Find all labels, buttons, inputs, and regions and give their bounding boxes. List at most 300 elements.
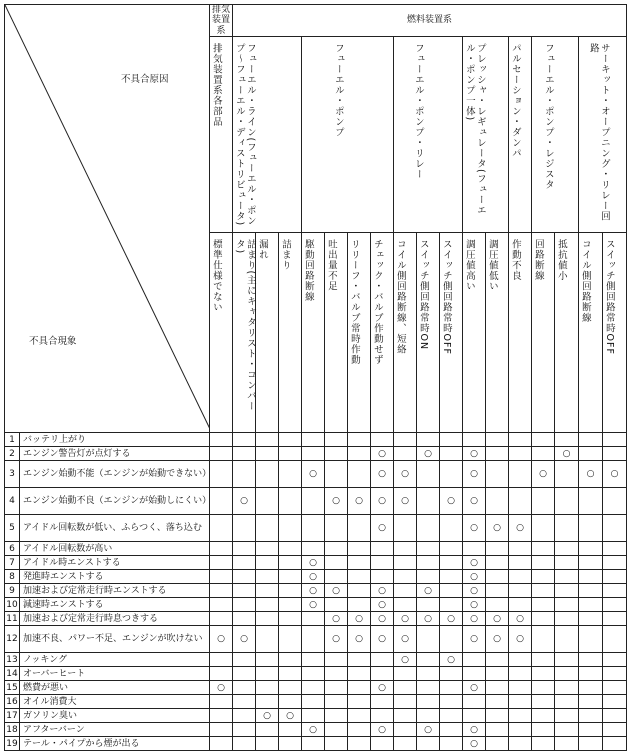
circle-mark: ○ (424, 448, 432, 459)
circle-mark: ○ (447, 496, 455, 507)
mark-cell (210, 542, 233, 556)
mark-cell (603, 488, 627, 515)
mark-cell (302, 612, 325, 626)
mark-cell (279, 447, 302, 461)
mark-cell (325, 709, 348, 723)
mark-cell (233, 709, 256, 723)
mark-cell (417, 598, 440, 612)
mark-cell (509, 598, 532, 612)
mark-cell (555, 433, 579, 447)
mark-cell (210, 447, 233, 461)
mark-cell (210, 584, 233, 598)
row-number: 3 (5, 461, 20, 488)
circle-mark: ○ (332, 634, 340, 645)
mark-cell (371, 626, 394, 653)
mark-cell (348, 626, 371, 653)
mark-cell (325, 447, 348, 461)
column-header-4: 駆動回路断線 (302, 233, 325, 433)
mark-cell (532, 723, 555, 737)
mark-cell (417, 667, 440, 681)
mark-cell (509, 461, 532, 488)
mark-cell (394, 709, 417, 723)
mark-cell (486, 584, 509, 598)
mark-cell (348, 653, 371, 667)
mark-cell (603, 433, 627, 447)
row-number: 18 (5, 723, 20, 737)
mark-cell (371, 556, 394, 570)
symptom-label: ガソリン臭い (20, 709, 210, 723)
symptom-label: エンジン警告灯が点灯する (20, 447, 210, 461)
column-header-8: コイル側回路断線、短絡 (394, 233, 417, 433)
mark-cell (210, 626, 233, 653)
mark-cell (579, 488, 603, 515)
mark-cell (302, 542, 325, 556)
mark-cell (233, 695, 256, 709)
mark-cell (463, 667, 486, 681)
mark-cell (579, 626, 603, 653)
mark-cell (279, 723, 302, 737)
symptom-label: オーバーヒート (20, 667, 210, 681)
mark-cell (325, 488, 348, 515)
mark-cell (579, 695, 603, 709)
mark-cell (463, 584, 486, 598)
mark-cell (440, 515, 463, 542)
mark-cell (463, 653, 486, 667)
cause-axis-label: 不具合原因 (121, 74, 169, 85)
circle-mark: ○ (470, 469, 478, 480)
mark-cell (394, 433, 417, 447)
circle-mark: ○ (378, 599, 386, 610)
table-row (5, 515, 627, 542)
row-number: 8 (5, 570, 20, 584)
circle-mark: ○ (401, 613, 409, 624)
symptom-label: アイドル回転数が高い (20, 542, 210, 556)
circle-mark: ○ (217, 634, 225, 645)
group-fuel-line: フューエル・ライン(フューエル・ポンプ～フューエル・ディストリビュータ) (233, 37, 302, 233)
mark-cell (532, 447, 555, 461)
mark-cell (532, 681, 555, 695)
mark-cell (233, 626, 256, 653)
mark-cell (256, 681, 279, 695)
column-header-2: 漏れ (256, 233, 279, 433)
mark-cell (394, 667, 417, 681)
symptom-label: ノッキング (20, 653, 210, 667)
mark-cell (463, 447, 486, 461)
circle-mark: ○ (516, 523, 524, 534)
circle-mark: ○ (470, 613, 478, 624)
mark-cell (394, 556, 417, 570)
mark-cell (256, 433, 279, 447)
circle-mark: ○ (493, 634, 501, 645)
mark-cell (210, 612, 233, 626)
mark-cell (302, 433, 325, 447)
symptom-label: 加速不良、パワー不足、エンジンが吹けない (20, 626, 210, 653)
mark-cell (233, 584, 256, 598)
mark-cell (417, 695, 440, 709)
mark-cell (417, 433, 440, 447)
circle-mark: ○ (447, 654, 455, 665)
mark-cell (348, 584, 371, 598)
row-number: 9 (5, 584, 20, 598)
mark-cell (486, 681, 509, 695)
mark-cell (233, 723, 256, 737)
mark-cell (279, 653, 302, 667)
circle-mark: ○ (355, 634, 363, 645)
mark-cell (371, 653, 394, 667)
group-fuel-pump-resistor: フューエル・ポンプ・レジスタ (532, 37, 579, 233)
mark-cell (486, 709, 509, 723)
mark-cell (486, 626, 509, 653)
mark-cell (256, 653, 279, 667)
mark-cell (440, 709, 463, 723)
mark-cell (509, 653, 532, 667)
mark-cell (463, 598, 486, 612)
mark-cell (463, 723, 486, 737)
mark-cell (509, 556, 532, 570)
mark-cell (394, 584, 417, 598)
mark-cell (555, 584, 579, 598)
mark-cell (371, 584, 394, 598)
mark-cell (486, 695, 509, 709)
mark-cell (256, 570, 279, 584)
mark-cell (463, 515, 486, 542)
mark-cell (555, 612, 579, 626)
mark-cell (440, 584, 463, 598)
mark-cell (394, 612, 417, 626)
symptom-axis-label: 不具合現象 (29, 336, 77, 347)
mark-cell (279, 667, 302, 681)
mark-cell (463, 433, 486, 447)
table-row (5, 681, 627, 695)
mark-cell (463, 681, 486, 695)
mark-cell (325, 584, 348, 598)
column-header-9: スイッチ側回路常時ON (417, 233, 440, 433)
mark-cell (279, 695, 302, 709)
mark-cell (532, 695, 555, 709)
mark-cell (440, 667, 463, 681)
symptom-label: アイドル時エンストする (20, 556, 210, 570)
mark-cell (603, 723, 627, 737)
mark-cell (417, 626, 440, 653)
mark-cell (440, 612, 463, 626)
mark-cell (394, 723, 417, 737)
mark-cell (233, 653, 256, 667)
mark-cell (279, 709, 302, 723)
mark-cell (603, 653, 627, 667)
mark-cell (302, 447, 325, 461)
circle-mark: ○ (378, 523, 386, 534)
symptom-label: アイドル回転数が低い、ふらつく、落ち込む (20, 515, 210, 542)
circle-mark: ○ (332, 613, 340, 624)
mark-cell (394, 626, 417, 653)
table-row (5, 584, 627, 598)
mark-cell (325, 723, 348, 737)
mark-cell (302, 667, 325, 681)
mark-cell (509, 447, 532, 461)
table-row (5, 612, 627, 626)
mark-cell (394, 515, 417, 542)
mark-cell (555, 667, 579, 681)
mark-cell (210, 681, 233, 695)
mark-cell (463, 542, 486, 556)
mark-cell (603, 681, 627, 695)
mark-cell (440, 695, 463, 709)
mark-cell (532, 556, 555, 570)
row-number: 13 (5, 653, 20, 667)
mark-cell (302, 681, 325, 695)
circle-mark: ○ (470, 557, 478, 568)
mark-cell (256, 598, 279, 612)
mark-cell (579, 598, 603, 612)
mark-cell (256, 447, 279, 461)
group-pressure-regulator: プレッシャ・レギュレータ(フューエル・ポンプ一体) (463, 37, 509, 233)
mark-cell (579, 584, 603, 598)
mark-cell (371, 515, 394, 542)
mark-cell (579, 681, 603, 695)
circle-mark: ○ (424, 724, 432, 735)
mark-cell (233, 433, 256, 447)
circle-mark: ○ (470, 585, 478, 596)
mark-cell (348, 723, 371, 737)
mark-cell (302, 626, 325, 653)
mark-cell (555, 681, 579, 695)
mark-cell (233, 488, 256, 515)
mark-cell (233, 515, 256, 542)
table-row (5, 653, 627, 667)
mark-cell (348, 667, 371, 681)
mark-cell (555, 653, 579, 667)
mark-cell (486, 723, 509, 737)
mark-cell (233, 447, 256, 461)
mark-cell (325, 598, 348, 612)
mark-cell (440, 653, 463, 667)
mark-cell (603, 515, 627, 542)
mark-cell (394, 598, 417, 612)
mark-cell (555, 488, 579, 515)
mark-cell (463, 461, 486, 488)
circle-mark: ○ (401, 496, 409, 507)
mark-cell (555, 515, 579, 542)
mark-cell (371, 695, 394, 709)
mark-cell (394, 695, 417, 709)
mark-cell (279, 433, 302, 447)
symptom-label: 加速および定常走行時エンストする (20, 584, 210, 598)
row-number: 19 (5, 737, 20, 751)
table-row (5, 626, 627, 653)
mark-cell (417, 515, 440, 542)
table-row (5, 598, 627, 612)
mark-cell (302, 515, 325, 542)
mark-cell (325, 515, 348, 542)
mark-cell (210, 709, 233, 723)
circle-mark: ○ (217, 682, 225, 693)
mark-cell (603, 709, 627, 723)
circle-mark: ○ (493, 523, 501, 534)
mark-cell (302, 709, 325, 723)
mark-cell (325, 667, 348, 681)
circle-mark: ○ (378, 682, 386, 693)
mark-cell (256, 723, 279, 737)
mark-cell (348, 542, 371, 556)
circle-mark: ○ (586, 469, 595, 480)
mark-cell (256, 695, 279, 709)
mark-cell (279, 598, 302, 612)
mark-cell (603, 584, 627, 598)
mark-cell (417, 556, 440, 570)
mark-cell (348, 598, 371, 612)
mark-cell (371, 723, 394, 737)
mark-cell (486, 598, 509, 612)
mark-cell (256, 556, 279, 570)
mark-cell (348, 433, 371, 447)
mark-cell (440, 433, 463, 447)
mark-cell (233, 570, 256, 584)
circle-mark: ○ (309, 469, 317, 480)
column-header-1: 詰まり(主にキャタリスト・コンバータ) (233, 233, 256, 433)
mark-cell (279, 542, 302, 556)
mark-cell (417, 447, 440, 461)
circle-mark: ○ (378, 613, 386, 624)
mark-cell (555, 723, 579, 737)
mark-cell (279, 584, 302, 598)
mark-cell (440, 461, 463, 488)
symptom-label: 燃費が悪い (20, 681, 210, 695)
column-header-12: 調圧値低い (486, 233, 509, 433)
mark-cell (325, 570, 348, 584)
mark-cell (394, 461, 417, 488)
table-row (5, 695, 627, 709)
mark-cell (279, 461, 302, 488)
mark-cell (509, 433, 532, 447)
column-header-6: リリーフ・バルブ常時作動 (348, 233, 371, 433)
circle-mark: ○ (309, 585, 317, 596)
circle-mark: ○ (378, 724, 386, 735)
row-number: 12 (5, 626, 20, 653)
mark-cell (371, 667, 394, 681)
mark-cell (603, 570, 627, 584)
mark-cell (603, 598, 627, 612)
mark-cell (532, 709, 555, 723)
circle-mark: ○ (263, 710, 271, 721)
circle-mark: ○ (401, 634, 409, 645)
mark-cell (348, 612, 371, 626)
mark-cell (603, 542, 627, 556)
circle-mark: ○ (309, 599, 317, 610)
mark-cell (440, 570, 463, 584)
symptom-label: アフターバーン (20, 723, 210, 737)
mark-cell (348, 461, 371, 488)
mark-cell (532, 542, 555, 556)
circle-mark: ○ (240, 496, 248, 507)
mark-cell (603, 667, 627, 681)
circle-mark: ○ (447, 613, 455, 624)
mark-cell (486, 433, 509, 447)
mark-cell (417, 723, 440, 737)
mark-cell (532, 584, 555, 598)
mark-cell (603, 447, 627, 461)
circle-mark: ○ (470, 448, 478, 459)
mark-cell (532, 433, 555, 447)
mark-cell (486, 667, 509, 681)
circle-mark: ○ (470, 523, 478, 534)
mark-cell (348, 515, 371, 542)
mark-cell (348, 709, 371, 723)
table-row (5, 556, 627, 570)
mark-cell (325, 461, 348, 488)
row-number: 17 (5, 709, 20, 723)
mark-cell (279, 570, 302, 584)
mark-cell (579, 461, 603, 488)
mark-cell (256, 515, 279, 542)
symptom-label: 発進時エンストする (20, 570, 210, 584)
mark-cell (210, 598, 233, 612)
mark-cell (302, 584, 325, 598)
mark-cell (233, 681, 256, 695)
mark-cell (233, 556, 256, 570)
mark-cell (555, 598, 579, 612)
circle-mark: ○ (378, 634, 386, 645)
mark-cell (440, 723, 463, 737)
mark-cell (325, 695, 348, 709)
mark-cell (256, 667, 279, 681)
mark-cell (256, 461, 279, 488)
circle-mark: ○ (309, 557, 317, 568)
column-header-17: スイッチ側回路常時OFF (603, 233, 627, 433)
mark-cell (532, 488, 555, 515)
circle-mark: ○ (355, 613, 363, 624)
circle-mark: ○ (424, 585, 432, 596)
mark-cell (279, 488, 302, 515)
row-number: 4 (5, 488, 20, 515)
fault-diagnosis-table (4, 4, 625, 749)
mark-cell (325, 433, 348, 447)
mark-cell (348, 556, 371, 570)
table-row (5, 709, 627, 723)
symptom-label: 減速時エンストする (20, 598, 210, 612)
row-number: 10 (5, 598, 20, 612)
mark-cell (279, 626, 302, 653)
mark-cell (371, 461, 394, 488)
mark-cell (509, 695, 532, 709)
mark-cell (279, 515, 302, 542)
mark-cell (302, 695, 325, 709)
mark-cell (325, 556, 348, 570)
table-row (5, 461, 627, 488)
mark-cell (302, 653, 325, 667)
category-exhaust: 排気装置系 (210, 5, 233, 37)
mark-cell (233, 542, 256, 556)
mark-cell (509, 626, 532, 653)
mark-cell (555, 542, 579, 556)
mark-cell (579, 667, 603, 681)
column-header-5: 吐出量不足 (325, 233, 348, 433)
mark-cell (509, 570, 532, 584)
mark-cell (486, 556, 509, 570)
group-fuel-pump: フューエル・ポンプ (302, 37, 394, 233)
mark-cell (532, 461, 555, 488)
mark-cell (348, 488, 371, 515)
mark-cell (579, 433, 603, 447)
mark-cell (417, 461, 440, 488)
mark-cell (532, 612, 555, 626)
circle-mark: ○ (470, 571, 478, 582)
column-header-0: 標準仕様でない (210, 233, 233, 433)
mark-cell (486, 515, 509, 542)
mark-cell (417, 542, 440, 556)
circle-mark: ○ (610, 469, 619, 480)
row-number: 15 (5, 681, 20, 695)
mark-cell (486, 447, 509, 461)
